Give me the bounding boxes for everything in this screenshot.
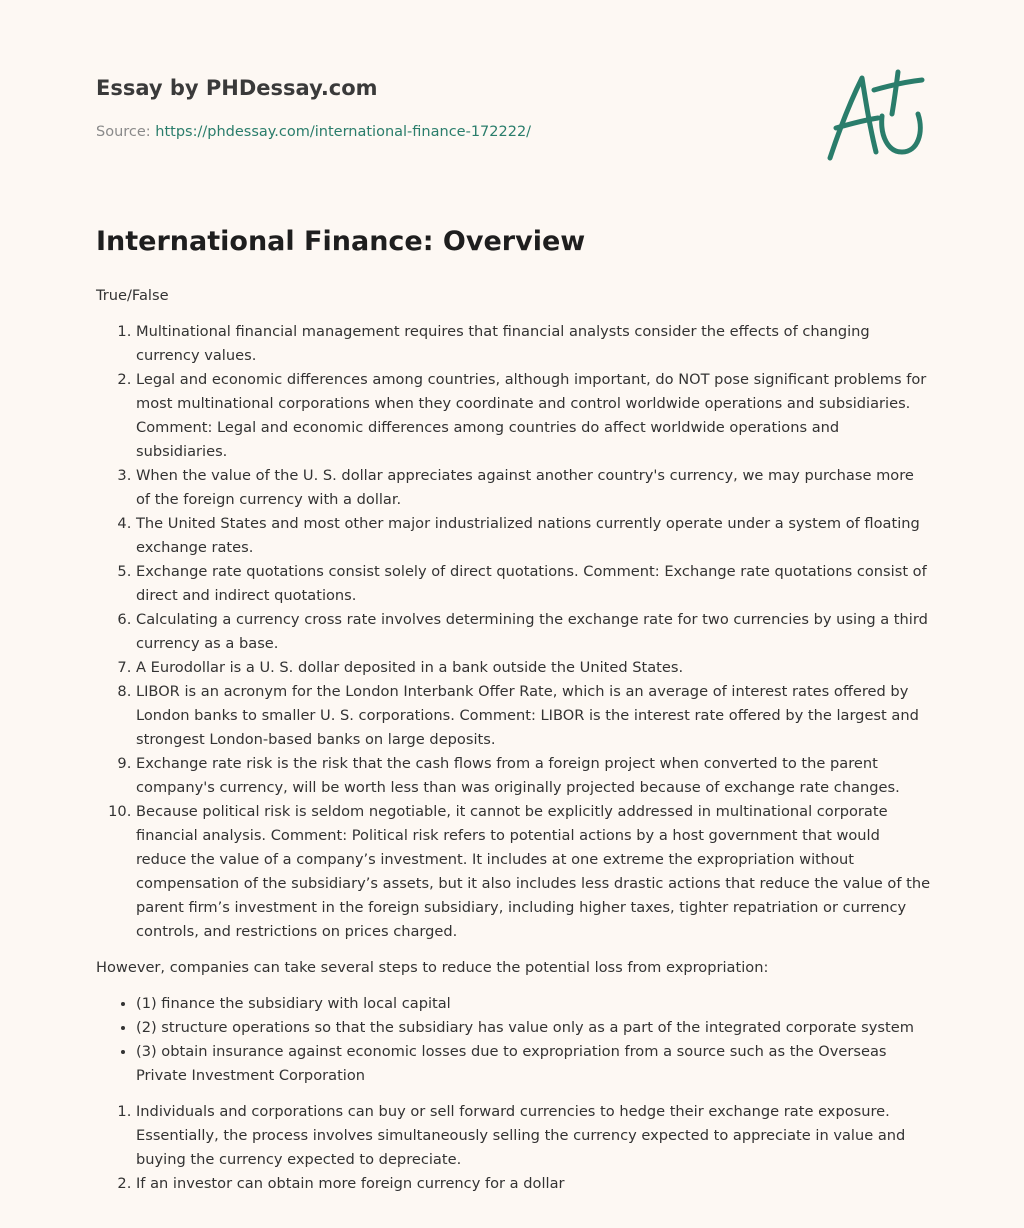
article-body [96, 284, 932, 1208]
list-item: 2. Legal and economic differences among countries, although important, do NOT pose significant problems for most multinational corporations when they coordinate and control worldwide operations and subsidiaries. Comment: Legal and economic differences among countries do affect worldwide operations and subsidiaries. [136, 368, 932, 464]
list-item: 3. When the value of the U. S. dollar appreciates against another country's currency, we may purchase more of the foreign currency with a dollar. [136, 464, 932, 512]
list-item: 10. Because political risk is seldom negotiable, it cannot be explicitly addressed in multinational corporate financial analysis. Comment: Political risk refers to potential actions by a host government that would reduce the value of a company’s investment. It includes at one extreme the expropriation without compensation of the subsidiary’s assets, but it also includes less drastic actions that reduce the value of the parent firm’s investment in the foreign subsidiary, including higher taxes, tighter repatriation or currency controls, and restrictions on prices charged. [136, 800, 932, 944]
list-item: 1. Multinational financial management requires that financial analysts consider the effects of changing currency values. [136, 320, 932, 368]
expropriation-intro: However, companies can take several steps to reduce the potential loss from expropriation: [96, 959, 769, 976]
more-items-list [96, 1100, 932, 1196]
list-item: 8. LIBOR is an acronym for the London Interbank Offer Rate, which is an average of interest rates offered by London banks to smaller U. S. corporations. Comment: LIBOR is the interest rate offered by the largest and strongest London-based banks on large deposits. [136, 680, 932, 752]
list-item: 6. Calculating a currency cross rate involves determining the exchange rate for two currencies by using a third currency as a base. [136, 608, 932, 656]
list-item: • (1) finance the subsidiary with local capital [136, 992, 932, 1016]
list-item: • (3) obtain insurance against economic losses due to expropriation from a source such as the Overseas Private Investment Corporation [136, 1040, 932, 1088]
source-label: Source: [96, 124, 156, 140]
list-item: 2. If an investor can obtain more foreign currency for a dollar [136, 1172, 932, 1196]
a-plus-logo-icon [822, 68, 930, 166]
expropriation-steps-list [96, 992, 932, 1088]
source-line [96, 124, 531, 140]
list-item: 4. The United States and most other major industrialized nations currently operate under a system of floating exchange rates. [136, 512, 932, 560]
brand-title: Essay by PHDessay.com [96, 76, 378, 100]
list-item: 7. A Eurodollar is a U. S. dollar deposited in a bank outside the United States. [136, 656, 932, 680]
true-false-list [96, 320, 932, 944]
list-item: 5. Exchange rate quotations consist solely of direct quotations. Comment: Exchange rate quotations consist of direct and indirect quotations. [136, 560, 932, 608]
list-item: • (2) structure operations so that the subsidiary has value only as a part of the integrated corporate system [136, 1016, 932, 1040]
source-link[interactable]: https://phdessay.com/international-finance-172222/ [155, 124, 532, 140]
article-title: International Finance: Overview [96, 226, 586, 257]
list-item: 9. Exchange rate risk is the risk that the cash flows from a foreign project when converted to the parent company's currency, will be worth less than was originally projected because of exchange rate changes. [136, 752, 932, 800]
intro-text: True/False [96, 287, 169, 304]
list-item: 1. Individuals and corporations can buy or sell forward currencies to hedge their exchange rate exposure. Essentially, the process involves simultaneously selling the currency expected to appreciate in value and buying the currency expected to depreciate. [136, 1100, 932, 1172]
